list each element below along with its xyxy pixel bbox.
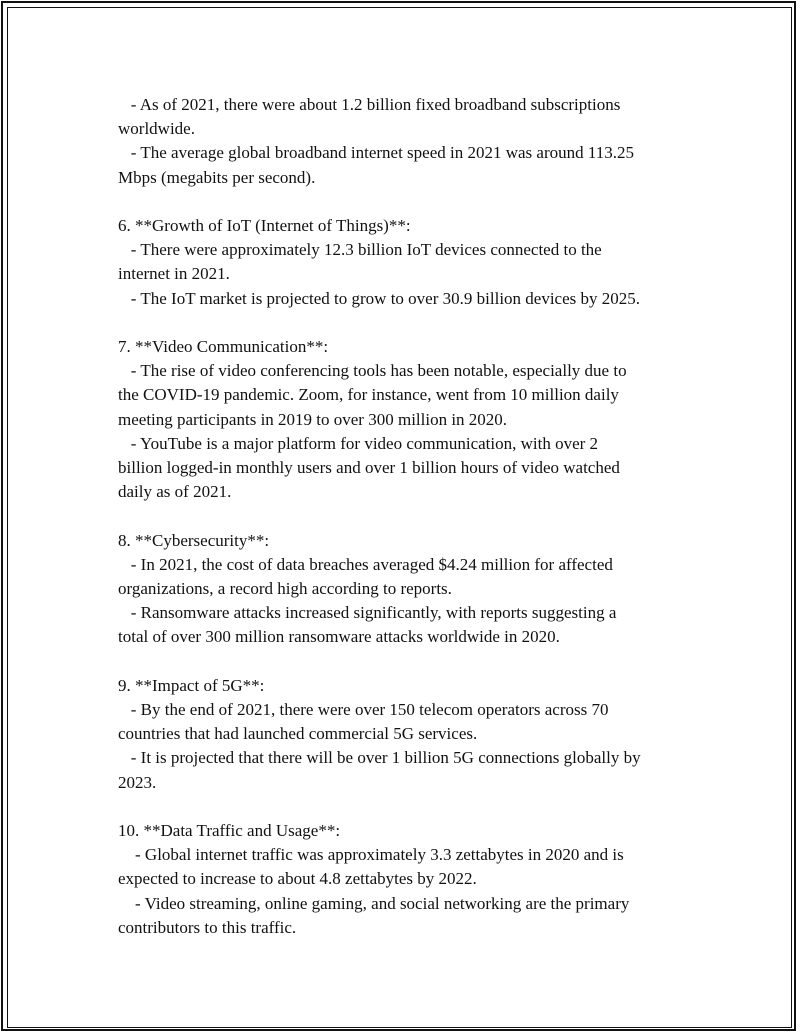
text-line: - The average global broadband internet speed in 2021 was around 113.25 — [118, 143, 634, 163]
text-line: - In 2021, the cost of data breaches averaged $4.24 million for affected — [118, 554, 613, 574]
paragraph-broadband — [118, 93, 698, 190]
text-line: organizations, a record high according to reports. — [118, 579, 452, 599]
document-body — [118, 93, 698, 940]
paragraph-gap — [118, 190, 698, 214]
text-line: 2023. — [118, 772, 157, 792]
section-heading: 7. **Video Communication**: — [118, 337, 329, 356]
section-heading: 6. **Growth of IoT (Internet of Things)**: — [118, 216, 411, 235]
paragraph-gap — [118, 795, 698, 819]
text-line: Mbps (megabits per second). — [118, 167, 316, 187]
section-heading: 8. **Cybersecurity**: — [118, 530, 270, 550]
paragraph-gap — [118, 311, 698, 335]
text-line: - By the end of 2021, there were over 150 telecom operators across 70 — [118, 700, 609, 720]
paragraph-cybersecurity — [118, 529, 698, 650]
text-line: total of over 300 million ransomware attacks worldwide in 2020. — [118, 627, 560, 647]
text-line: countries that had launched commercial 5G services. — [118, 724, 478, 744]
paragraph-gap — [118, 504, 698, 528]
paragraph-iot — [118, 214, 698, 311]
paragraph-video-communication — [118, 335, 698, 504]
text-line: daily as of 2021. — [118, 482, 232, 502]
text-line: meeting participants in 2019 to over 300 million in 2020. — [118, 409, 508, 429]
text-line: - There were approximately 12.3 billion IoT devices connected to the — [118, 240, 602, 260]
text-line: - Global internet traffic was approximately 3.3 zettabytes in 2020 and is — [118, 845, 624, 865]
text-line: - It is projected that there will be over 1 billion 5G connections globally by — [118, 748, 641, 768]
text-line: internet in 2021. — [118, 264, 230, 284]
text-line: expected to increase to about 4.8 zettabytes by 2022. — [118, 869, 477, 889]
text-line: - The rise of video conferencing tools has been notable, especially due to — [118, 361, 627, 381]
paragraph-data-traffic — [118, 819, 698, 940]
paragraph-5g — [118, 674, 698, 795]
section-heading: 10. **Data Traffic and Usage**: — [118, 821, 341, 841]
text-line: - Video streaming, online gaming, and social networking are the primary — [118, 893, 630, 913]
text-line: - The IoT market is projected to grow to over 30.9 billion devices by 2025. — [118, 288, 641, 308]
text-line: - Ransomware attacks increased significantly, with reports suggesting a — [118, 603, 617, 623]
text-line: the COVID-19 pandemic. Zoom, for instance, went from 10 million daily — [118, 385, 619, 405]
text-line: contributors to this traffic. — [118, 917, 297, 937]
text-line: - YouTube is a major platform for video communication, with over 2 — [118, 433, 599, 453]
text-line: - As of 2021, there were about 1.2 billion fixed broadband subscriptions — [118, 95, 621, 114]
text-line: billion logged-in monthly users and over 1 billion hours of video watched — [118, 458, 620, 478]
paragraph-gap — [118, 650, 698, 674]
section-heading: 9. **Impact of 5G**: — [118, 675, 265, 695]
text-line: worldwide. — [118, 119, 195, 139]
